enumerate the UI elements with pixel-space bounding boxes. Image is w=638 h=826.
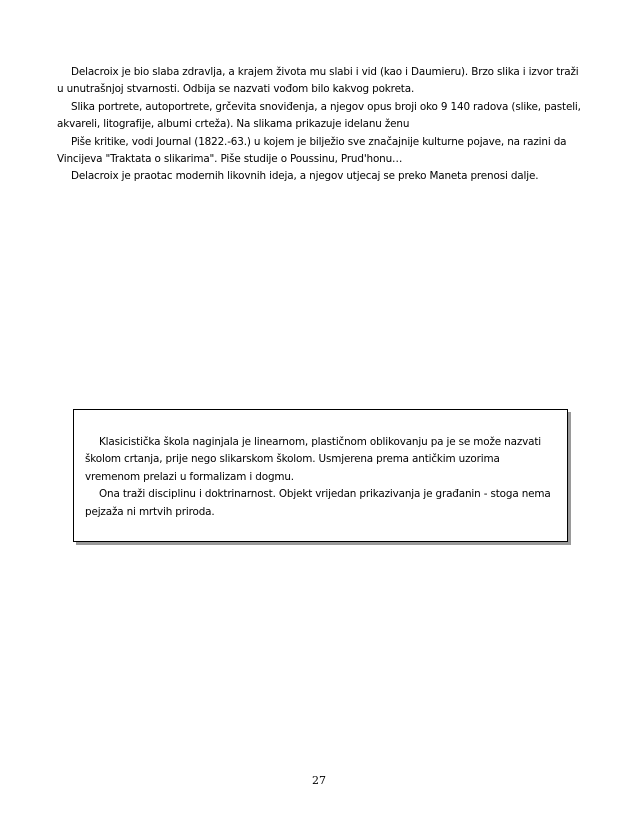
paragraph-modern-ideas: Delacroix je praotac modernih likovnih ideja, a njegov utjecaj se preko Maneta prenosi dalje. — [71, 170, 539, 183]
page-number: 27 — [312, 774, 326, 787]
note-text — [85, 434, 555, 521]
note-paragraph-school: Klasicistička škola naginjala je linearnom, plastičnom oblikovanju pa je se može nazvati školom crtanja, prije nego slikarskom školom. Usmjerena prema antičkim uzorima vremenom prelazi u formalizam i dogmu. — [85, 436, 542, 483]
main-text — [57, 64, 585, 186]
note-paragraph-discipline: Ona traži disciplinu i doktrinarnost. Objekt vrijedan prikazivanja je građanin - stoga nema pejzaža ni mrtvih priroda. — [85, 488, 551, 518]
paragraph-journal: Piše kritike, vodi Journal (1822.-63.) u kojem je bilježio sve značajnije kulturne pojave, na razini da Vincijeva "Traktata o slikarima". Piše studije o Poussinu, Prud'honu… — [57, 135, 567, 166]
classicism-note-box — [73, 409, 568, 542]
paragraph-delacroix-health: Delacroix je bio slaba zdravlja, a krajem života mu slabi i vid (kao i Daumieru). Brzo slika i izvor traži u unutrašnjoj stvarnosti. Odbija se nazvati vođom bilo kakvog pokreta. — [57, 66, 579, 96]
paragraph-portraits: Slika portrete, autoportrete, grčevita snoviđenja, a njegov opus broji oko 9 140 radova (slike, pasteli, akvareli, litografije, albumi crteža). Na slikama prikazuje idelanu ženu — [57, 100, 581, 131]
